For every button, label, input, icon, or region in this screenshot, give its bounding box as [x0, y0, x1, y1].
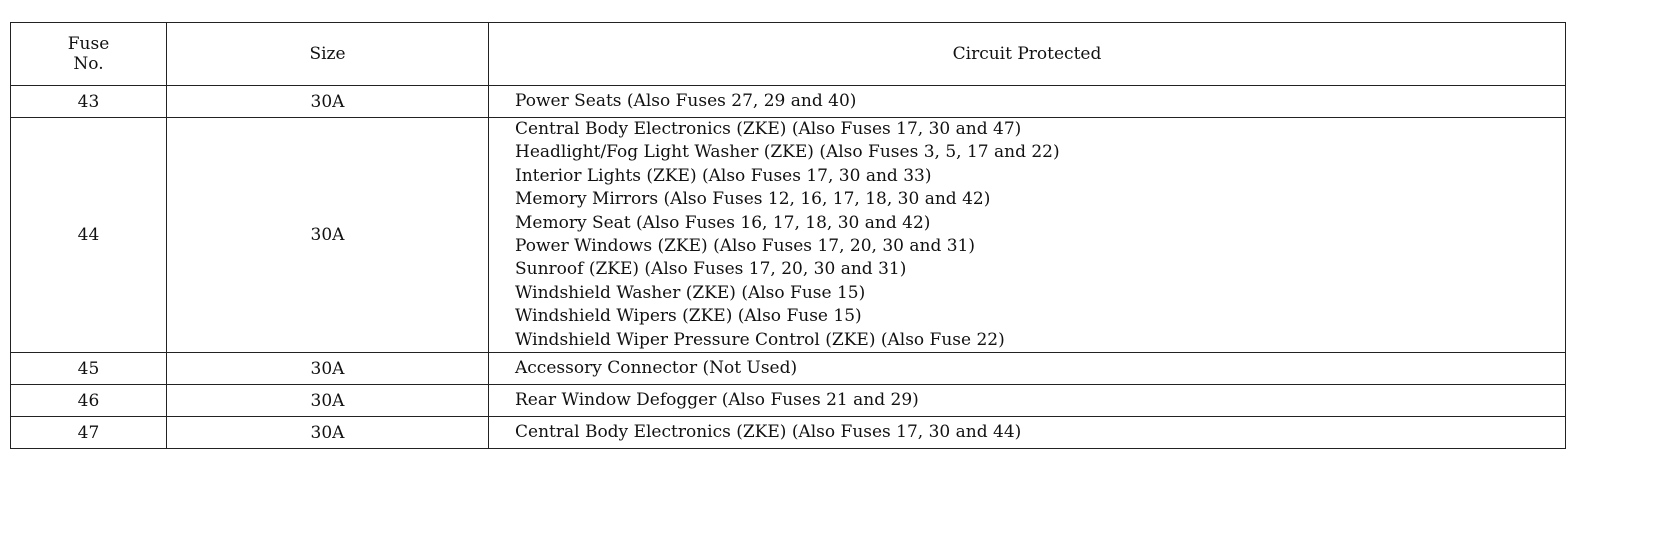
circuit-item: Windshield Wiper Pressure Control (ZKE) (Also Fuse 22) [515, 329, 1005, 350]
circuit-item: Headlight/Fog Light Washer (ZKE) (Also Fuses 3, 5, 17 and 22) [515, 142, 1060, 163]
circuit-item: Central Body Electronics (ZKE) (Also Fuses 17, 30 and 47) [515, 119, 1022, 139]
circuit-item: Sunroof (ZKE) (Also Fuses 17, 20, 30 and 31) [515, 259, 907, 280]
table-row [11, 385, 1566, 417]
circuit-item: Memory Mirrors (Also Fuses 12, 16, 17, 18, 30 and 42) [515, 189, 991, 210]
header-size: Size [167, 23, 489, 86]
header-fuse-no-line-1: Fuse [67, 34, 110, 54]
fuse-number-cell: 46 [11, 385, 167, 417]
fuse-size-cell: 30A [167, 353, 489, 385]
circuit-item: Windshield Washer (ZKE) (Also Fuse 15) [515, 282, 866, 303]
circuit-item: Interior Lights (ZKE) (Also Fuses 17, 30 and 33) [515, 165, 932, 186]
header-fuse-no [11, 23, 167, 86]
circuit-item: Memory Seat (Also Fuses 16, 17, 18, 30 and 42) [515, 212, 931, 233]
circuit-protected-cell [489, 385, 1566, 417]
circuit-item: Power Windows (ZKE) (Also Fuses 17, 20, 30 and 31) [515, 236, 975, 257]
circuit-protected-cell [489, 417, 1566, 449]
fuse-size-cell: 30A [167, 385, 489, 417]
fuse-size-cell: 30A [167, 118, 489, 353]
table-row [11, 353, 1566, 385]
header-row [11, 23, 1566, 86]
circuit-item: Central Body Electronics (ZKE) (Also Fuses 17, 30 and 44) [515, 421, 1022, 442]
circuit-protected-cell [489, 86, 1566, 118]
fuse-number-cell: 44 [11, 118, 167, 353]
circuit-item: Rear Window Defogger (Also Fuses 21 and 29) [515, 389, 919, 410]
fuse-number-cell: 45 [11, 353, 167, 385]
table-row [11, 118, 1566, 353]
header-circuit-protected: Circuit Protected [489, 23, 1566, 86]
header-fuse-no-line-2: No. [73, 54, 104, 74]
circuit-item: Power Seats (Also Fuses 27, 29 and 40) [515, 90, 857, 111]
table-row [11, 417, 1566, 449]
circuit-item: Accessory Connector (Not Used) [515, 357, 798, 378]
circuit-protected-cell [489, 118, 1566, 353]
fuse-number-cell: 43 [11, 86, 167, 118]
table-body [11, 86, 1566, 449]
table-header [11, 23, 1566, 86]
circuit-item: Windshield Wipers (ZKE) (Also Fuse 15) [515, 306, 862, 327]
fuse-size-cell: 30A [167, 417, 489, 449]
fuse-table [10, 22, 1566, 449]
fuse-size-cell: 30A [167, 86, 489, 118]
table-row [11, 86, 1566, 118]
fuse-number-cell: 47 [11, 417, 167, 449]
circuit-protected-cell [489, 353, 1566, 385]
